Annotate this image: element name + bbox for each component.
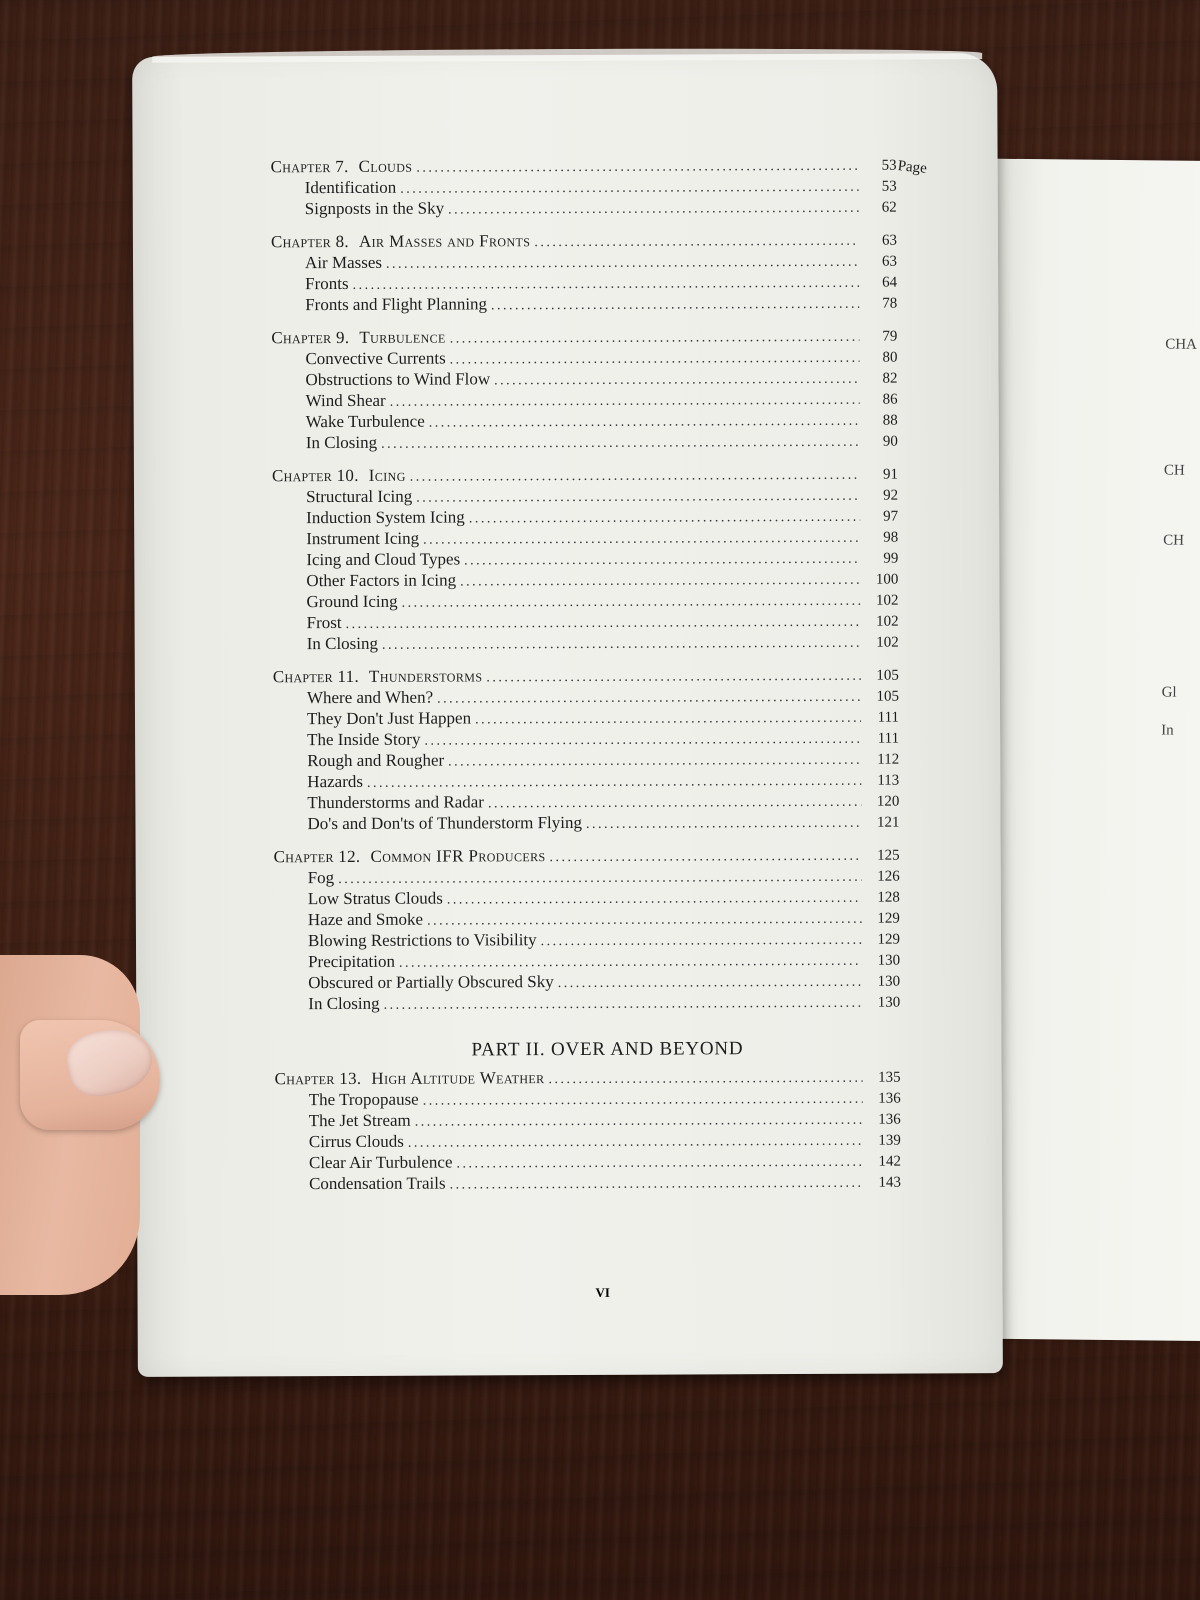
- page-number: 130: [877, 952, 901, 969]
- chapter-label: Chapter 10.: [271, 465, 359, 486]
- page-number: 143: [878, 1174, 902, 1191]
- page-number: 62: [881, 199, 897, 216]
- page-number: 86: [882, 391, 898, 408]
- dot-leader: [586, 811, 862, 835]
- section-title: Where and When?: [306, 687, 434, 708]
- page-number: 105: [876, 667, 899, 684]
- page-number: 53: [881, 157, 897, 174]
- toc-section-row: [274, 970, 900, 994]
- toc-section-row: [273, 748, 899, 772]
- chapter-label: Chapter 8.: [270, 231, 349, 252]
- page-number: 130: [877, 973, 901, 990]
- section-title: In Closing: [305, 432, 378, 453]
- section-title: Instrument Icing: [306, 528, 420, 549]
- section-title: Icing and Cloud Types: [306, 549, 461, 570]
- toc-section-row: [271, 346, 897, 370]
- toc-section-row: [271, 196, 897, 220]
- page-number: 97: [883, 508, 899, 525]
- toc-chapter-row: [273, 664, 899, 688]
- section-title: Signposts in the Sky: [304, 198, 445, 219]
- toc-section-row: [273, 811, 899, 835]
- toc-section-row: [271, 292, 897, 316]
- section-title: Fronts and Flight Planning: [305, 294, 488, 315]
- chapter-label: Chapter 11.: [272, 666, 360, 687]
- toc-section-row: [274, 949, 900, 973]
- chapter-label: Chapter 9.: [271, 327, 350, 348]
- table-of-contents: [270, 154, 928, 1207]
- section-title: Induction System Icing: [306, 507, 465, 528]
- section-title: In Closing: [308, 993, 380, 1014]
- toc-section-row: [272, 505, 898, 529]
- page-number: 139: [878, 1132, 901, 1149]
- toc-chapter-row: [274, 844, 900, 868]
- toc-chapter-row: [271, 325, 897, 349]
- section-title: In Closing: [306, 633, 379, 654]
- page-number: 136: [878, 1111, 901, 1128]
- toc-chapter: [273, 664, 900, 835]
- toc-section-row: [271, 271, 897, 295]
- page-number: 88: [882, 412, 898, 429]
- section-title: Frost: [306, 612, 342, 633]
- toc-chapter: [274, 844, 901, 1015]
- toc-chapter: [271, 154, 897, 220]
- part-heading: PART II. OVER AND BEYOND: [471, 1038, 744, 1061]
- page-number: 79: [882, 328, 898, 345]
- section-title: Air Masses: [304, 252, 383, 273]
- toc-section-row: [274, 928, 900, 952]
- facing-page-fragment: In: [1161, 722, 1174, 739]
- page-number: 135: [878, 1069, 901, 1086]
- page-number: 129: [877, 910, 900, 927]
- toc-chapter-row: [271, 154, 897, 178]
- page-number: 99: [883, 550, 899, 567]
- page-number: 142: [878, 1153, 901, 1170]
- toc-chapter: [275, 1066, 902, 1195]
- page-number: 111: [877, 709, 900, 726]
- dot-leader: [384, 991, 863, 1016]
- page-number: 80: [882, 349, 898, 366]
- toc-section-row: [275, 1171, 901, 1195]
- chapter-label: Chapter 7.: [270, 156, 349, 177]
- page-number: 112: [877, 751, 900, 768]
- page-number: 102: [875, 592, 899, 609]
- chapter-name: Common IFR Producers: [370, 846, 546, 866]
- page-number: 63: [881, 232, 897, 249]
- page-number: 128: [877, 889, 900, 906]
- chapter-name: Clouds: [358, 156, 413, 176]
- toc-section-row: [273, 769, 899, 793]
- toc-section-row: [275, 1087, 901, 1111]
- toc-chapter: [271, 229, 897, 316]
- section-title: Fronts: [305, 273, 349, 294]
- page-number: 64: [882, 274, 898, 291]
- section-title: Fog: [307, 868, 335, 888]
- facing-page: [979, 159, 1200, 1342]
- page-number: 91: [882, 466, 898, 483]
- section-title: Wake Turbulence: [305, 411, 425, 432]
- toc-section-row: [272, 388, 898, 412]
- section-title: Wind Shear: [305, 390, 386, 411]
- section-title: Obstructions to Wind Flow: [305, 369, 491, 390]
- section-title: Condensation Trails: [309, 1173, 446, 1194]
- toc-section-row: [274, 886, 900, 910]
- section-title: Ground Icing: [306, 591, 398, 612]
- section-title: Clear Air Turbulence: [308, 1152, 453, 1173]
- section-title: The Inside Story: [307, 729, 421, 750]
- page-number: 111: [877, 730, 900, 747]
- page-number: 121: [876, 814, 900, 831]
- chapter-label: Chapter 13.: [274, 1068, 362, 1089]
- page-number: 105: [876, 688, 899, 705]
- section-title: Do's and Don'ts of Thunderstorm Flying: [307, 812, 583, 834]
- toc-chapter-row: [272, 463, 898, 487]
- page-number: 113: [877, 772, 900, 789]
- toc-section-row: [273, 610, 899, 634]
- chapter-name: Air Masses and Fronts: [358, 231, 531, 251]
- page-number: 98: [883, 529, 899, 546]
- page-number: 53: [881, 178, 897, 195]
- chapter-label: Chapter 12.: [273, 846, 361, 867]
- chapter-name: Icing: [368, 465, 406, 485]
- dot-leader: [381, 430, 860, 455]
- section-title: Structural Icing: [306, 486, 413, 507]
- facing-page-fragment: CH: [1163, 462, 1185, 479]
- page-number: 82: [882, 370, 898, 387]
- facing-page-fragment: Gl: [1161, 684, 1177, 701]
- chapter-name: High Altitude Weather: [371, 1068, 545, 1088]
- toc-section-row: [275, 1129, 901, 1153]
- toc-section-row: [272, 547, 898, 571]
- toc-section-row: [273, 727, 899, 751]
- section-title: Thunderstorms and Radar: [307, 792, 484, 813]
- toc-section-row: [271, 250, 897, 274]
- section-title: Precipitation: [308, 951, 395, 972]
- toc-section-row: [273, 706, 899, 730]
- book-page: [132, 53, 1003, 1377]
- page-number: 102: [876, 613, 899, 630]
- page-number: 136: [878, 1090, 901, 1107]
- page-number: 63: [881, 253, 898, 270]
- dot-leader: [448, 196, 859, 221]
- section-title: They Don't Just Happen: [306, 708, 472, 729]
- page-number: 120: [876, 793, 900, 810]
- toc-section-row: [272, 430, 898, 454]
- chapter-name: Thunderstorms: [368, 666, 483, 686]
- toc-section-row: [275, 1150, 901, 1174]
- toc-section-row: [274, 907, 900, 931]
- section-title: Other Factors in Icing: [306, 570, 457, 591]
- section-title: Low Stratus Clouds: [307, 888, 443, 909]
- toc-section-row: [273, 790, 899, 814]
- page-number: 125: [877, 847, 900, 864]
- toc-section-row: [271, 175, 897, 199]
- toc-section-row: [274, 865, 900, 889]
- page-number: 129: [877, 931, 901, 948]
- page-number: 78: [882, 295, 898, 312]
- toc-section-row: [272, 409, 898, 433]
- dot-leader: [491, 292, 859, 317]
- facing-page-fragment: CHA: [1165, 336, 1198, 353]
- page-number: 102: [876, 634, 899, 651]
- page-number: 90: [882, 433, 898, 450]
- section-title: The Tropopause: [308, 1089, 419, 1110]
- toc-chapter: [271, 325, 898, 454]
- toc-chapter-row: [271, 229, 897, 253]
- toc-section-row: [272, 484, 898, 508]
- toc-section-row: [272, 568, 898, 592]
- page-number: 100: [875, 571, 899, 588]
- section-title: Obscured or Partially Obscured Sky: [308, 972, 554, 993]
- toc-section-row: [273, 631, 899, 655]
- section-title: Blowing Restrictions to Visibility: [307, 930, 537, 951]
- dot-leader: [382, 631, 861, 656]
- section-title: The Jet Stream: [308, 1110, 411, 1131]
- page-number: 126: [877, 868, 900, 885]
- toc-section-row: [271, 367, 897, 391]
- toc-section-row: [272, 526, 898, 550]
- page-number: 130: [877, 994, 901, 1011]
- chapter-name: Turbulence: [359, 327, 446, 347]
- section-title: Cirrus Clouds: [308, 1131, 404, 1152]
- section-title: Identification: [304, 177, 397, 198]
- toc-section-row: [275, 1108, 901, 1132]
- toc-section-row: [272, 589, 898, 613]
- section-title: Hazards: [307, 771, 364, 792]
- toc-chapter: [272, 463, 899, 655]
- section-title: Convective Currents: [305, 348, 446, 369]
- toc-section-row: [274, 991, 900, 1015]
- toc-chapter-row: [275, 1066, 901, 1090]
- page-column-label: Page: [896, 158, 928, 177]
- page-folio: VI: [595, 1284, 611, 1300]
- facing-page-fragment: CH: [1163, 532, 1185, 549]
- page-edge: [152, 47, 982, 63]
- section-title: Haze and Smoke: [307, 909, 424, 930]
- toc-section-row: [273, 685, 899, 709]
- page-number: 92: [883, 487, 899, 504]
- section-title: Rough and Rougher: [307, 750, 445, 771]
- dot-leader: [449, 1171, 863, 1196]
